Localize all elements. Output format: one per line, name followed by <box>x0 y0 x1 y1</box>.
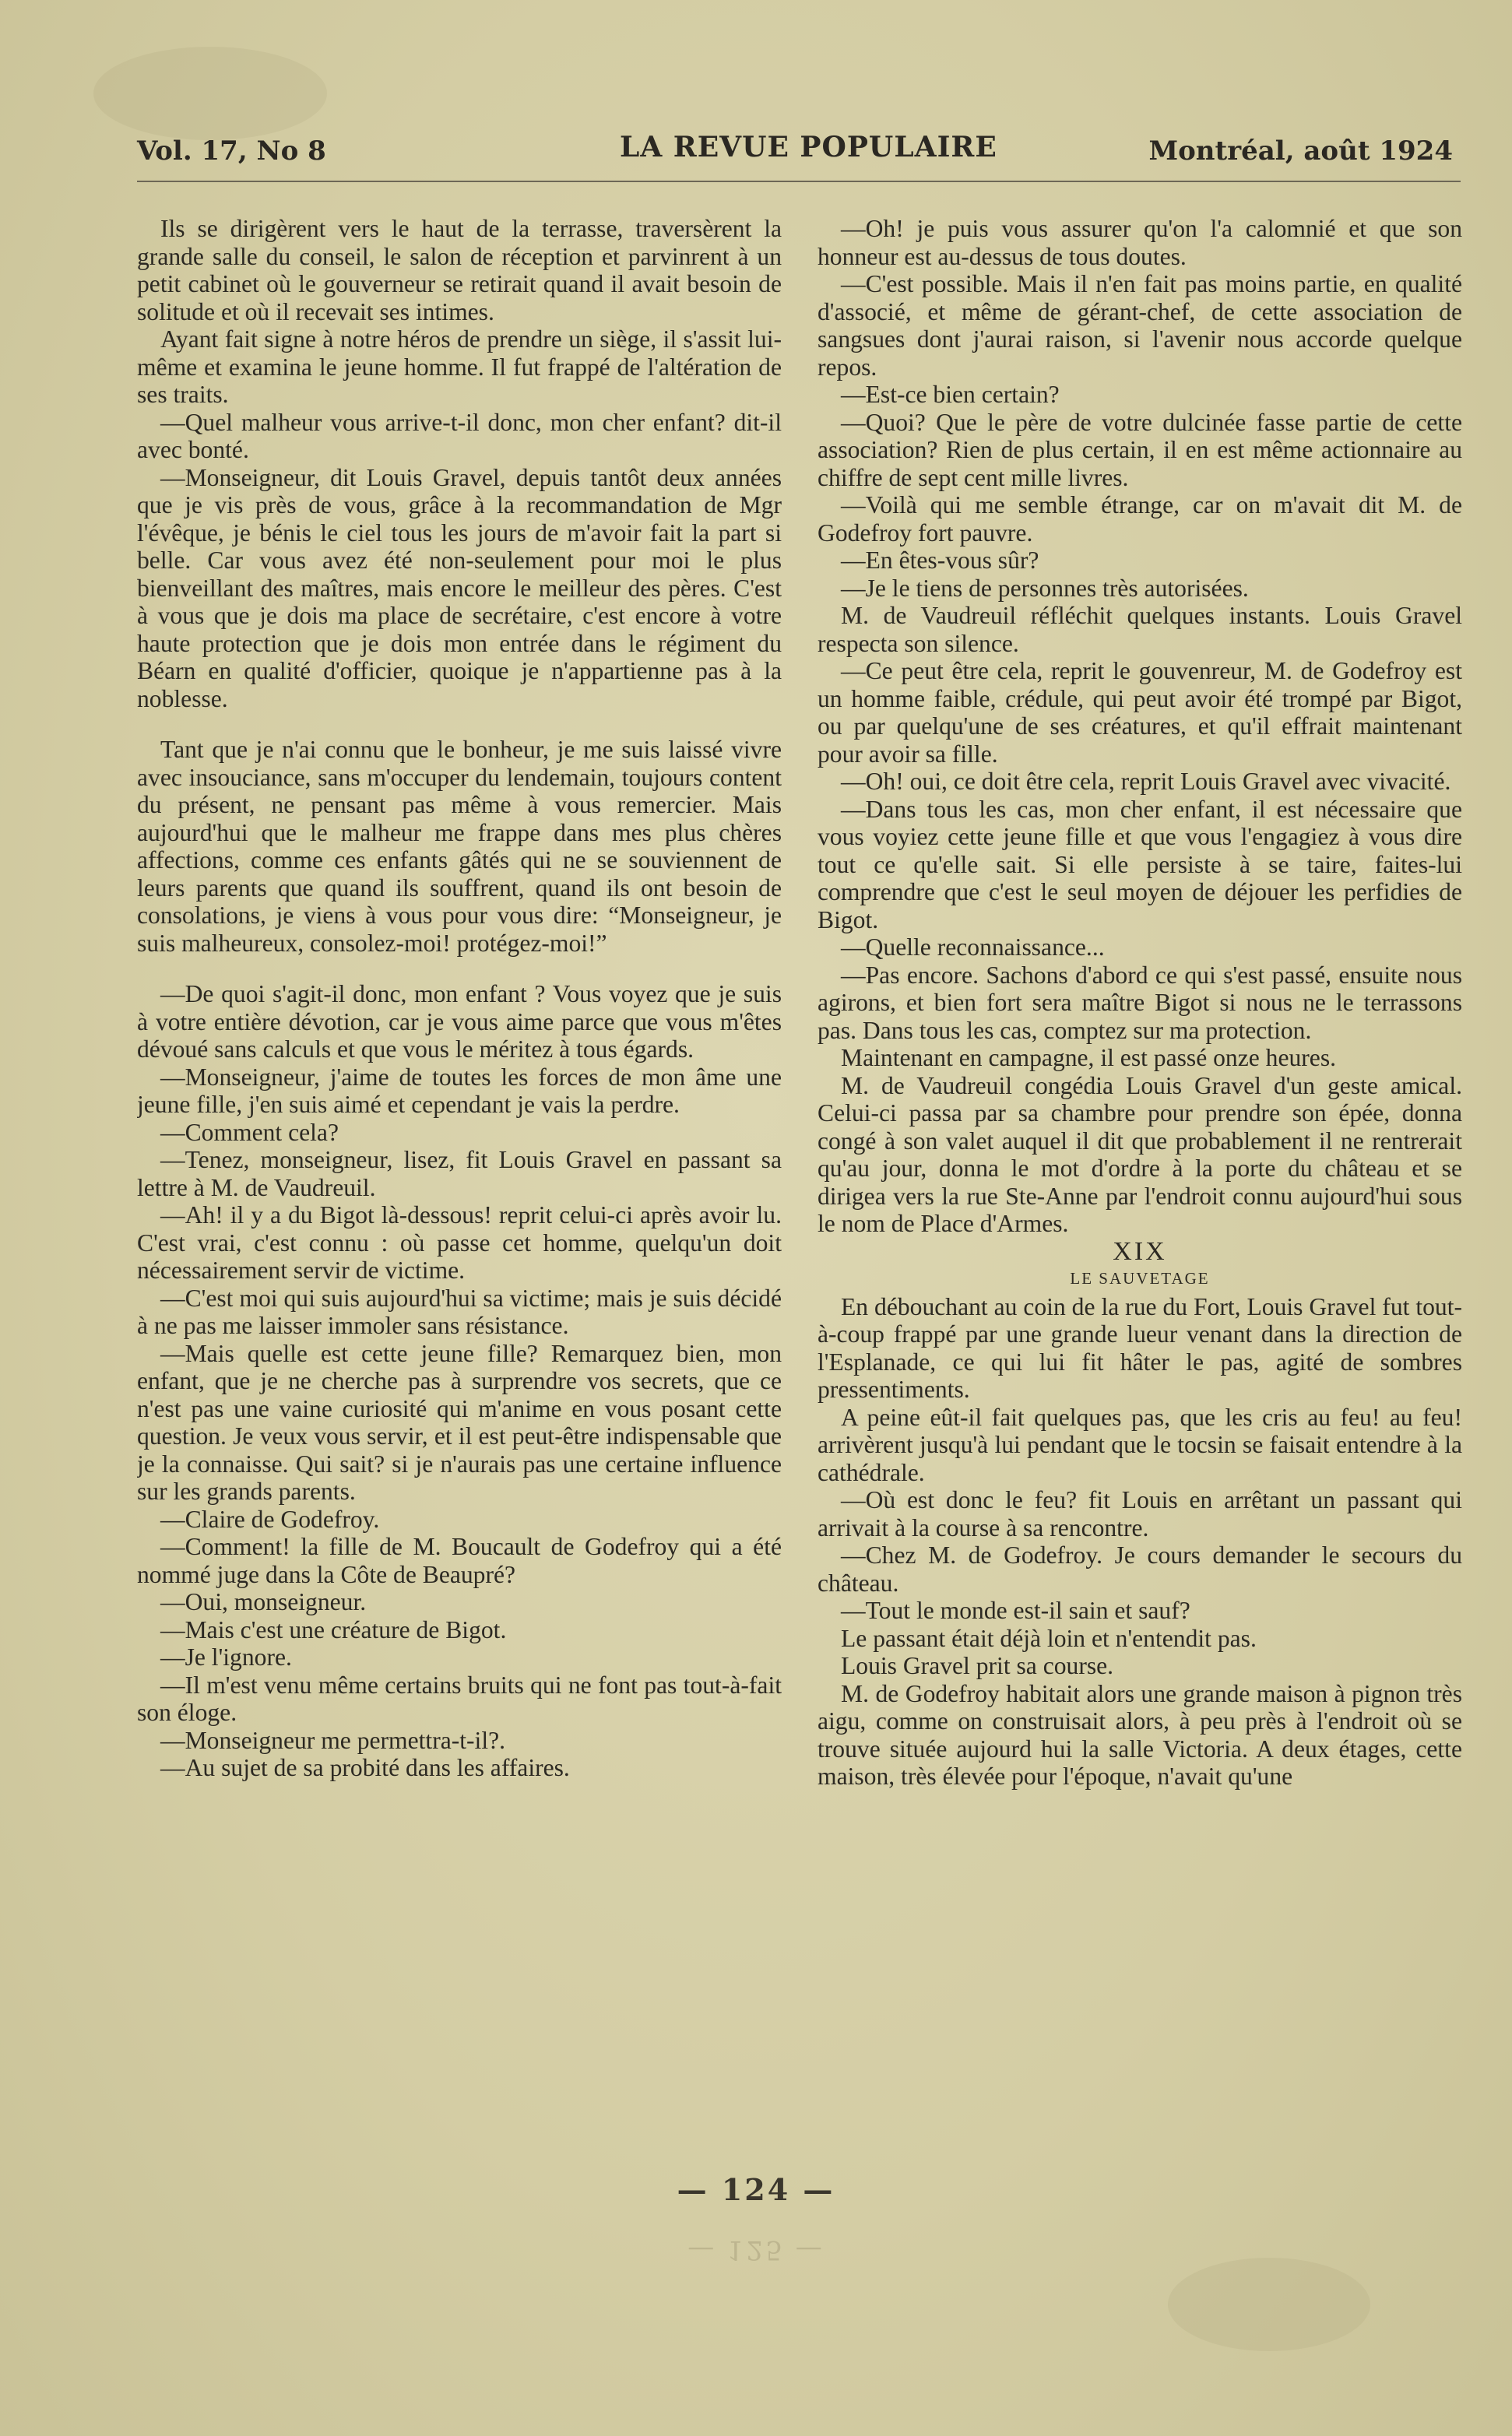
paragraph: —Au sujet de sa probité dans les affaires. <box>160 1754 570 1781</box>
paragraph: M. de Godefroy habitait alors une grande maison à pignon très aigu, comme on construisait alors, à peu près à l'endroit où se trouve située aujourd hui la salle Victoria. A deux étages, cette maison, très élevée pour l'époque, n'avait qu'une <box>818 1679 1462 1790</box>
paragraph: —Pas encore. Sachons d'abord ce qui s'est passé, ensuite nous agirons, et bien fort sera maître Bigot si nous ne le terrassons pas. Dans tous les cas, comptez sur ma protection. <box>818 961 1462 1044</box>
paragraph: Maintenant en campagne, il est passé onze heures. <box>841 1044 1337 1071</box>
paragraph: Louis Gravel prit sa course. <box>841 1652 1114 1679</box>
publication-title: LA REVUE POPULAIRE <box>620 131 997 163</box>
volume-number: Vol. 17, No 8 <box>137 135 326 167</box>
paragraph: —Comment cela? <box>160 1118 339 1146</box>
paragraph: —En êtes-vous sûr? <box>841 547 1039 574</box>
bleed-through-page-number: — 125 — <box>687 2234 825 2266</box>
header-rule <box>137 181 1461 182</box>
paragraph: —Dans tous les cas, mon cher enfant, il est nécessaire que vous voyiez cette jeune fille et que vous l'engagiez à vous dire tout ce qu'elle sait. Si elle persiste à se taire, faites-lui comprendre que c'est le seul moyen de déjouer les perfidies de Bigot. <box>818 795 1462 933</box>
paragraph: —Je le tiens de personnes très autorisées. <box>841 574 1249 602</box>
paragraph: —C'est possible. Mais il n'en fait pas moins partie, en qualité d'associé, et même de gérant-chef, de cette association de sangsues dont j'aurai raison, si l'avenir nous accorde quelque repos. <box>818 270 1462 381</box>
paragraph: A peine eût-il fait quelques pas, que les cris au feu! au feu! arrivèrent jusqu'à lui pendant que le tocsin se faisait entendre à la cathédrale. <box>818 1403 1462 1486</box>
paragraph: M. de Vaudreuil réfléchit quelques instants. Louis Gravel respecta son silence. <box>818 602 1462 657</box>
paragraph: —Ah! il y a du Bigot là-dessous! reprit celui-ci après avoir lu. C'est vrai, c'est connu : où passe cet homme, quelqu'un doit nécessairement servir de victime. <box>137 1201 782 1284</box>
right-column <box>818 215 1462 2146</box>
chapter-title: LE SAUVETAGE <box>1070 1269 1210 1288</box>
paragraph: —Ce peut être cela, reprit le gouvenreur, M. de Godefroy est un homme faible, crédule, qui peut avoir été trompé par Bigot, ou par quelqu'une de ses créatures, et qu'il effrait maintenant pour avoir sa fille. <box>818 657 1462 768</box>
issue-date: Montréal, août 1924 <box>1148 135 1453 167</box>
paper-stain <box>93 47 327 140</box>
paragraph: Tant que je n'ai connu que le bonheur, je me suis laissé vivre avec insouciance, sans m'occuper du lendemain, toujours content du présent, ne pensant pas même à vous remercier. Mais aujourd'hui que le malheur me frappe dans mes plus chères affections, comme ces enfants gâtés qui ne se souviennent de leurs parents que quand ils souffrent, quand ils ont besoin de consolations, je viens à vous pour vous dire: “Monseigneur, je suis malheureux, consolez-moi! protégez-moi!” <box>137 736 782 957</box>
paragraph: —Oh! je puis vous assurer qu'on l'a calomnié et que son honneur est au-dessus de tous doutes. <box>818 215 1462 270</box>
paragraph: —Comment! la fille de M. Boucault de Godefroy qui a été nommé juge dans la Côte de Beaupré? <box>137 1533 782 1588</box>
page-header <box>137 131 1461 178</box>
paragraph: —Il m'est venu même certains bruits qui ne font pas tout-à-fait son éloge. <box>137 1671 782 1726</box>
paragraph: —Quoi? Que le père de votre dulcinée fasse partie de cette association? Rien de plus certain, il en est même actionnaire au chiffre de sept cent mille livres. <box>818 408 1462 491</box>
paragraph: —Je l'ignore. <box>160 1643 292 1671</box>
chapter-number: XIX <box>1113 1236 1167 1266</box>
paragraph: —Claire de Godefroy. <box>160 1505 380 1533</box>
paragraph: Le passant était déjà loin et n'entendit pas. <box>841 1624 1257 1652</box>
paragraph: —De quoi s'agit-il donc, mon enfant ? Vous voyez que je suis à votre entière dévotion, car je vous aime parce que vous m'êtes dévoué sans calculs et que vous le méritez à tous égards. <box>137 980 782 1063</box>
paragraph: —Monseigneur, dit Louis Gravel, depuis tantôt deux années que je vis près de vous, grâce à la recommandation de Mgr l'évêque, je bénis le ciel tous les jours de m'avoir fait la part si belle. Car vous avez été non-seulement pour moi le plus bienveillant des maîtres, mais encore le meilleur des pères. C'est à vous que je dois ma place de secrétaire, c'est encore à votre haute protection que je dois mon entrée dans le régiment du Béarn en qualité d'officier, quoique je n'appartienne pas à la noblesse. <box>137 463 782 712</box>
paragraph: —Où est donc le feu? fit Louis en arrêtant un passant qui arrivait à la course à sa rencontre. <box>818 1486 1462 1541</box>
paragraph: —Est-ce bien certain? <box>841 381 1060 408</box>
paragraph: —Oui, monseigneur. <box>160 1588 367 1615</box>
paragraph: —Quel malheur vous arrive-t-il donc, mon cher enfant? dit-il avec bonté. <box>137 408 782 463</box>
paragraph: —Monseigneur me permettra-t-il?. <box>160 1726 506 1754</box>
page-number: — 124 — <box>677 2172 835 2207</box>
paragraph: —Chez M. de Godefroy. Je cours demander le secours du château. <box>818 1541 1462 1597</box>
paragraph: Ayant fait signe à notre héros de prendre un siège, il s'assit lui-même et examina le jeune homme. Il fut frappé de l'altération de ses traits. <box>137 325 782 408</box>
paragraph: —C'est moi qui suis aujourd'hui sa victime; mais je suis décidé à ne pas me laisser immoler sans résistance. <box>137 1284 782 1339</box>
paragraph: En débouchant au coin de la rue du Fort, Louis Gravel fut tout-à-coup frappé par une grande lueur venant dans la direction de l'Esplanade, ce qui lui fit hâter le pas, agité de sombres pressentiments. <box>818 1292 1462 1403</box>
paragraph: —Monseigneur, j'aime de toutes les forces de mon âme une jeune fille, j'en suis aimé et cependant je vais la perdre. <box>137 1063 782 1118</box>
paper-stain <box>1168 2258 1370 2351</box>
paragraph: —Quelle reconnaissance... <box>841 933 1105 961</box>
paragraph: —Voilà qui me semble étrange, car on m'avait dit M. de Godefroy fort pauvre. <box>818 491 1462 547</box>
paragraph: —Oh! oui, ce doit être cela, reprit Louis Gravel avec vivacité. <box>841 768 1451 795</box>
paragraph: M. de Vaudreuil congédia Louis Gravel d'un geste amical. Celui-ci passa par sa chambre pour prendre son épée, donna congé à son valet auquel il dit que probablement il ne rentrerait qu'au jour, donna le mot d'ordre à la porte du château et se dirigea vers la rue Ste-Anne par l'endroit connu aujourd'hui sous le nom de Place d'Armes. <box>818 1071 1462 1237</box>
left-column <box>137 215 782 2146</box>
paragraph: Ils se dirigèrent vers le haut de la terrasse, traversèrent la grande salle du conseil, le salon de réception et parvinrent à un petit cabinet où le gouverneur se retirait quand il avait besoin de solitude et où il recevait ses intimes. <box>137 215 782 325</box>
paragraph: —Tenez, monseigneur, lisez, fit Louis Gravel en passant sa lettre à M. de Vaudreuil. <box>137 1146 782 1201</box>
paragraph: —Mais quelle est cette jeune fille? Remarquez bien, mon enfant, que je ne cherche pas à surprendre vos secrets, que ce n'est pas une vaine curiosité qui m'anime en vous posant cette question. Je veux vous servir, et il est peut-être indispensable que je la connaisse. Qui sait? si je n'aurais pas une certaine influence sur les grands parents. <box>137 1339 782 1505</box>
paragraph: —Tout le monde est-il sain et sauf? <box>841 1597 1190 1624</box>
paragraph: —Mais c'est une créature de Bigot. <box>160 1615 507 1643</box>
